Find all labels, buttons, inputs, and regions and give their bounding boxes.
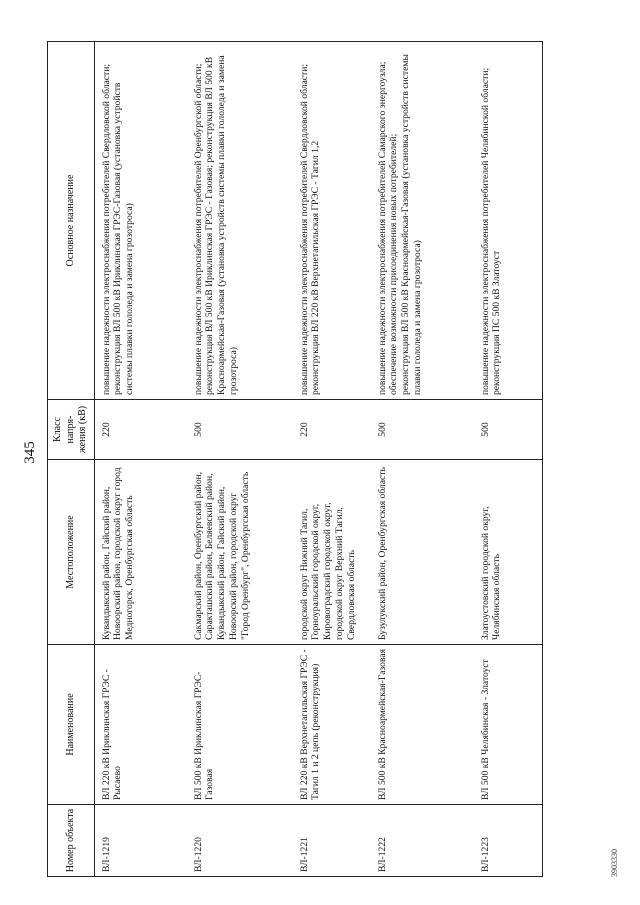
purpose-line: повышение надежности электроснабжения потребителей Оренбургской области; [192, 63, 204, 395]
purpose-line: повышение надежности электроснабжения потребителей Свердловской области; [298, 63, 310, 395]
purpose-line: повышение надежности электроснабжения потребителей Свердловской области; [100, 63, 112, 395]
cell-location: Сакмарский район, Оренбургский район, Саракташский район, Беляевский район, Кувандыкский район, Гайский район, Новоорский район, городской округ "Город Оренбург", Оренбургская область [187, 460, 293, 645]
cell-object-number: ВЛ-1221 [293, 805, 371, 877]
purpose-line: повышение надежности электроснабжения потребителей Самарского энергоузла; [376, 61, 388, 395]
purpose-line: реконструкция ВЛ 500 кВ Красноармейская-Газовая (установка устройств системы плавки гололеда и замена грозотроса) [400, 54, 424, 395]
table-header-row [48, 42, 95, 877]
cell-voltage: 500 [187, 400, 293, 460]
cell-voltage: 220 [94, 400, 187, 460]
table-row [371, 42, 474, 877]
table-row [187, 42, 293, 877]
cell-name: ВЛ 500 кВ Челябинская - Златоуст [474, 645, 543, 805]
cell-location: городской округ Нижний Тагил, Горноуральский городской округ, Кировоградский городской округ, городской округ Верхний Тагил, Свердловская область [293, 460, 371, 645]
purpose-line: обеспечение возможности присоединения новых потребителей; [388, 133, 400, 395]
cell-object-number: ВЛ-1223 [474, 805, 543, 877]
cell-name: ВЛ 500 кВ Красноармейская-Газовая [371, 645, 474, 805]
cell-name: ВЛ 220 кВ Верхнетагильская ГРЭС - Тагил 1 и 2 цепь (реконструкция) [293, 645, 371, 805]
cell-location: Златоустовский городской округ, Челябинская область [474, 460, 543, 645]
header-voltage-class: Класс напря-жения (кВ) [48, 400, 95, 460]
cell-purpose [474, 42, 543, 400]
cell-purpose [371, 42, 474, 400]
purpose-line: реконструкция ПС 500 кВ Златоуст [491, 250, 503, 395]
cell-purpose [187, 42, 293, 400]
cell-purpose [94, 42, 187, 400]
purpose-line: реконструкция ВЛ 500 кВ Ириклинская ГРЭС-Газовая (установка устройств системы плавки гололеда и замена грозотроса) [112, 82, 136, 395]
page-number: 345 [22, 441, 38, 464]
cell-object-number: ВЛ-1222 [371, 805, 474, 877]
purpose-line: реконструкция ВЛ 500 кВ Ириклинская ГРЭС - Газовая; реконструкция ВЛ 500 кВ Красноармейская-Газовая (установка устройств системы плавки гололеда и замена грозотроса) [204, 55, 240, 395]
purpose-line: реконструкция ВЛ 220 кВ Верхнетагильская ГРЭС - Тагил 1,2 [310, 140, 322, 395]
document-code: 3903330 [610, 849, 619, 877]
table-row [94, 42, 187, 877]
table-row [293, 42, 371, 877]
header-main-purpose: Основное назначение [48, 42, 95, 400]
cell-voltage: 500 [474, 400, 543, 460]
purpose-line: повышение надежности электроснабжения потребителей Челябинской области; [479, 67, 491, 395]
cell-object-number: ВЛ-1219 [94, 805, 187, 877]
header-name: Наименование [48, 645, 95, 805]
cell-purpose [293, 42, 371, 400]
cell-location: Бузулукский район, Оренбургская область [371, 460, 474, 645]
cell-name: ВЛ 220 кВ Ириклинская ГРЭС - Рысаево [94, 645, 187, 805]
cell-voltage: 500 [371, 400, 474, 460]
table-row [474, 42, 543, 877]
header-location: Местоположение [48, 460, 95, 645]
objects-table [47, 41, 543, 877]
cell-voltage: 220 [293, 400, 371, 460]
cell-object-number: ВЛ-1220 [187, 805, 293, 877]
cell-name: ВЛ 500 кВ Ириклинская ГРЭС-Газовая [187, 645, 293, 805]
cell-location: Кувандыкский район, Гайский район, Новоорский район, городской округ город Медногорск, Оренбургская область [94, 460, 187, 645]
header-object-number: Номер объекта [48, 805, 95, 877]
